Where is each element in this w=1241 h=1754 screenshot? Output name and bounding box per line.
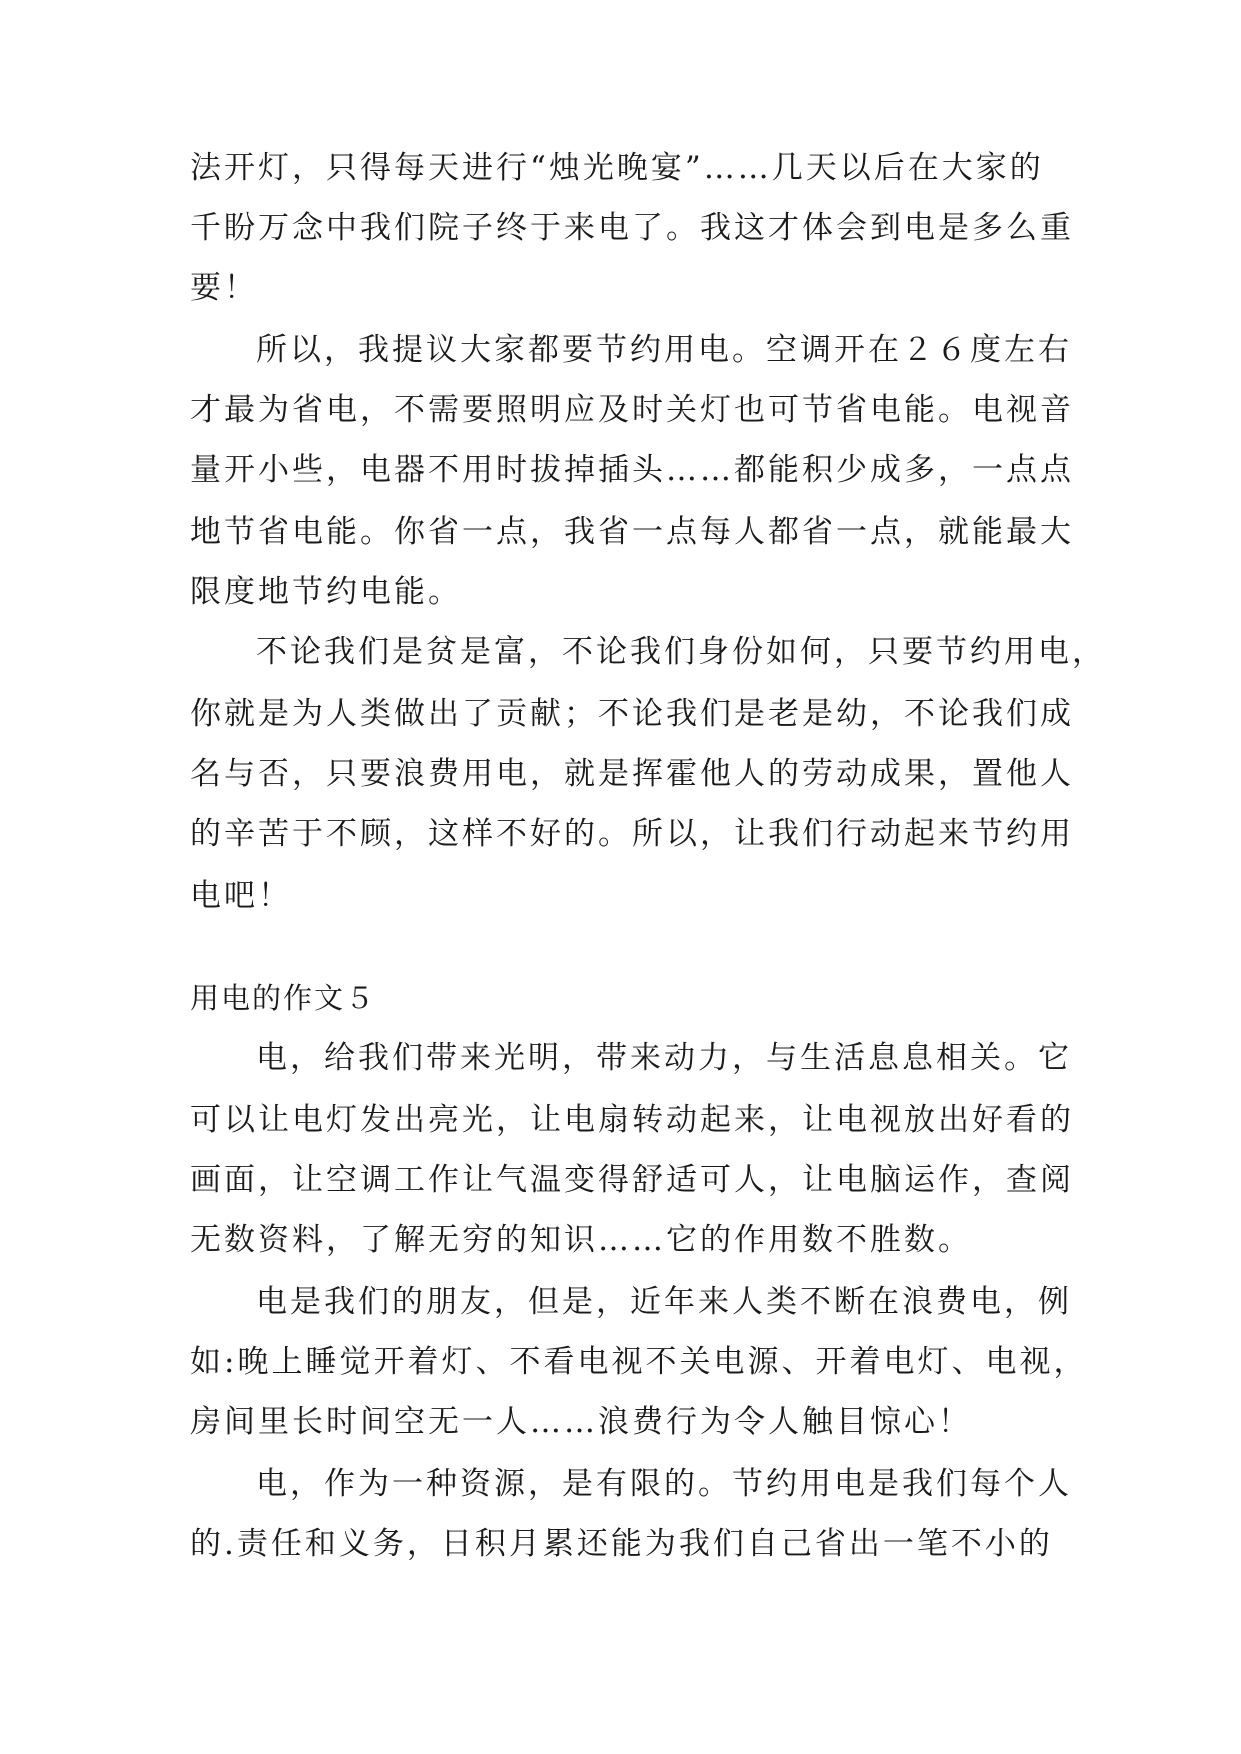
paragraph-2-line-4: 地节省电能。你省一点，我省一点每人都省一点，就能最大 — [190, 514, 1074, 550]
paragraph-1-line-2: 千盼万念中我们院子终于来电了。我这才体会到电是多么重 — [190, 210, 1074, 246]
paragraph-6-line-2: 的.责任和义务，日积月累还能为我们自己省出一笔不小的 — [190, 1526, 1053, 1562]
paragraph-1-line-1: 法开灯，只得每天进行“烛光晚宴”……几天以后在大家的 — [190, 150, 1044, 186]
paragraph-3-line-5: 电吧！ — [190, 878, 292, 914]
paragraph-5-line-2: 如:晚上睡觉开着灯、不看电视不关电源、开着电灯、电视， — [190, 1344, 1088, 1380]
paragraph-4-line-1: 电，给我们带来光明，带来动力，与生活息息相关。它 — [256, 1040, 1072, 1076]
paragraph-2-line-3: 量开小些，电器不用时拔掉插头……都能积少成多，一点点 — [190, 452, 1074, 488]
paragraph-3-line-3: 名与否，只要浪费用电，就是挥霍他人的劳动成果，置他人 — [190, 756, 1074, 792]
paragraph-2-line-2: 才最为省电，不需要照明应及时关灯也可节省电能。电视音 — [190, 392, 1074, 428]
paragraph-5-line-3: 房间里长时间空无一人……浪费行为令人触目惊心！ — [190, 1404, 972, 1440]
section-title: 用电的作文５ — [190, 981, 377, 1015]
paragraph-4-line-2: 可以让电灯发出亮光，让电扇转动起来，让电视放出好看的 — [190, 1102, 1074, 1138]
paragraph-3-line-4: 的辛苦于不顾，这样不好的。所以，让我们行动起来节约用 — [190, 816, 1074, 852]
paragraph-2-line-1: 所以，我提议大家都要节约用电。空调开在２６度左右 — [256, 332, 1072, 368]
paragraph-4-line-3: 画面，让空调工作让气温变得舒适可人，让电脑运作，查阅 — [190, 1162, 1074, 1198]
paragraph-6-line-1: 电，作为一种资源，是有限的。节约用电是我们每个人 — [256, 1466, 1072, 1502]
paragraph-3-line-1: 不论我们是贫是富，不论我们身份如何，只要节约用电， — [256, 634, 1106, 670]
paragraph-4-line-4: 无数资料，了解无穷的知识……它的作用数不胜数。 — [190, 1222, 972, 1258]
paragraph-3-line-2: 你就是为人类做出了贡献；不论我们是老是幼，不论我们成 — [190, 696, 1074, 732]
paragraph-1-line-3: 要！ — [190, 270, 258, 306]
paragraph-2-line-5: 限度地节约电能。 — [190, 574, 462, 610]
paragraph-5-line-1: 电是我们的朋友，但是，近年来人类不断在浪费电，例 — [256, 1284, 1072, 1320]
